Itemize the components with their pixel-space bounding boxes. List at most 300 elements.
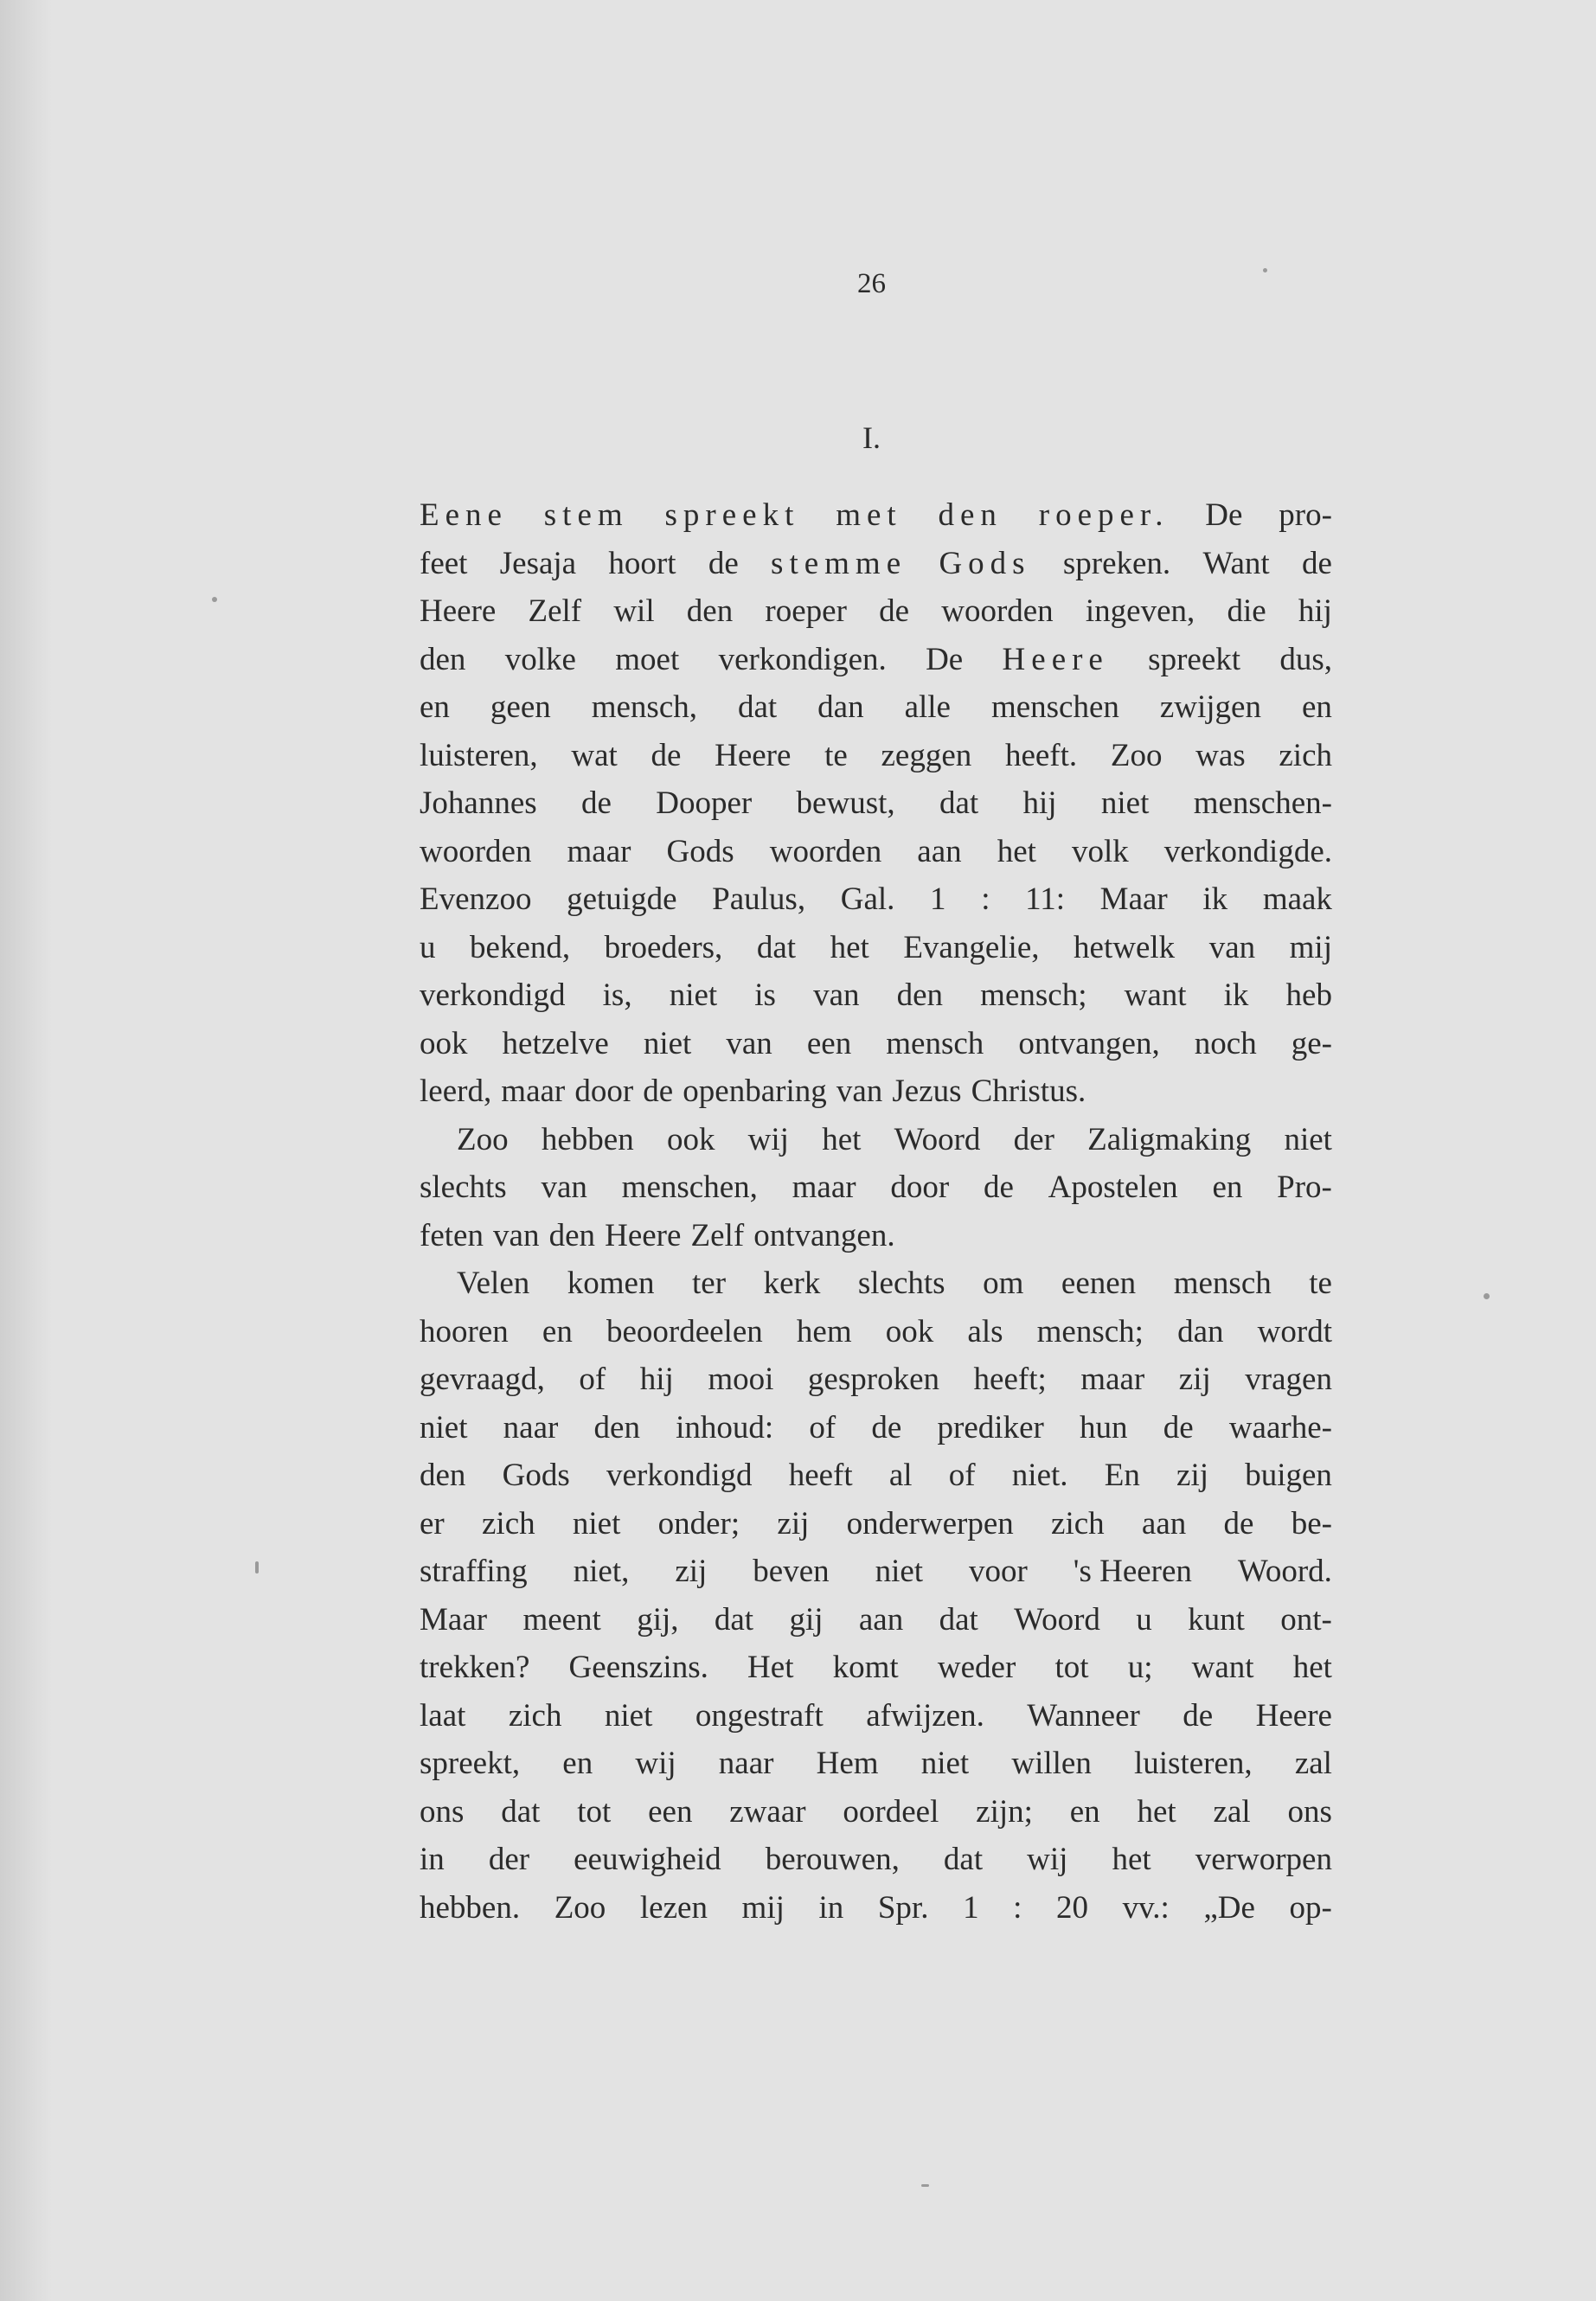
scan-speck — [212, 597, 217, 602]
text-line — [420, 1788, 1332, 1836]
word: met — [836, 497, 902, 533]
word: en — [562, 1746, 593, 1781]
word: alle — [904, 689, 951, 725]
word: Gods — [939, 545, 1031, 581]
word: het — [1112, 1842, 1151, 1877]
word: de — [1163, 1409, 1194, 1445]
word: niet — [920, 1746, 970, 1781]
word: : — [1013, 1889, 1022, 1926]
word: De — [1205, 497, 1243, 533]
word: Heere — [1002, 641, 1109, 677]
word: Christus. — [971, 1074, 1086, 1109]
word: hooren — [420, 1313, 509, 1349]
word: niet. — [1011, 1458, 1068, 1493]
word: de — [1301, 545, 1332, 581]
word: van — [1208, 929, 1256, 965]
word: spreekt — [1148, 641, 1241, 677]
word: dat — [939, 1601, 978, 1638]
word: mij — [741, 1889, 785, 1926]
text-line — [420, 1596, 1332, 1644]
word: hij — [1298, 593, 1332, 629]
word: dus, — [1279, 641, 1332, 677]
word: al — [888, 1458, 913, 1493]
word: Pro- — [1277, 1170, 1332, 1205]
word: door — [574, 1074, 634, 1109]
word: tot — [577, 1793, 612, 1830]
word: berouwen, — [765, 1842, 900, 1877]
word: woorden — [420, 833, 532, 869]
word: Maar — [420, 1601, 488, 1638]
word: niet — [1100, 785, 1150, 821]
word: straffing — [420, 1554, 528, 1589]
word: woorden — [941, 593, 1054, 629]
word: Evangelie, — [903, 929, 1040, 965]
word: gevraagd, — [420, 1362, 545, 1397]
word: moet — [615, 641, 680, 677]
word: want — [1124, 977, 1187, 1013]
word: ik — [1202, 881, 1228, 917]
word: den — [420, 641, 466, 677]
word: prediker — [937, 1409, 1044, 1445]
word: hij — [1022, 785, 1057, 821]
scan-speck — [1484, 1293, 1490, 1299]
word: Zoo — [457, 1121, 509, 1157]
word: aan — [917, 833, 962, 869]
word: u; — [1127, 1650, 1153, 1685]
word: niet — [669, 977, 718, 1013]
word: trekken? — [420, 1650, 530, 1685]
word: roeper. — [1038, 497, 1170, 533]
word: heeft; — [973, 1362, 1047, 1397]
word: naar — [503, 1409, 559, 1445]
word: komt — [832, 1650, 899, 1685]
word: Johannes — [420, 785, 537, 821]
word: De — [926, 641, 964, 677]
section-heading: I. — [862, 420, 881, 455]
word: mensch — [1173, 1266, 1272, 1301]
text-line — [420, 1548, 1332, 1596]
word: zal — [1213, 1793, 1251, 1830]
word: Dooper — [656, 785, 753, 821]
text-line — [420, 587, 1332, 636]
word: hetzelve — [502, 1025, 609, 1061]
word: maar — [501, 1074, 566, 1109]
word: Maar — [1099, 881, 1168, 917]
word: wil — [613, 593, 655, 629]
word: ingeven, — [1085, 593, 1195, 629]
text-line — [420, 924, 1332, 972]
word: hem — [796, 1313, 852, 1349]
word: Apostelen — [1048, 1170, 1178, 1205]
word: heeft — [788, 1458, 853, 1493]
page-number: 26 — [857, 268, 886, 299]
word: onder; — [657, 1505, 740, 1541]
word: de — [879, 593, 910, 629]
word: inhoud: — [676, 1409, 774, 1445]
word: geen — [490, 689, 551, 725]
word: bekend, — [470, 929, 571, 965]
word: vragen — [1245, 1362, 1332, 1397]
text-line — [420, 1884, 1332, 1932]
word: dan — [1177, 1313, 1224, 1349]
word: wat — [571, 737, 618, 773]
word: 1 — [930, 881, 946, 917]
text-line — [420, 1212, 1332, 1260]
word: Heere — [715, 737, 792, 773]
word: pro- — [1279, 497, 1332, 533]
word: de — [643, 1074, 674, 1109]
word: Gal. — [840, 881, 895, 917]
word: waarhe- — [1228, 1409, 1332, 1445]
word: spreekt, — [420, 1746, 521, 1781]
word: menschen- — [1193, 785, 1332, 821]
page-edge-shadow — [0, 0, 52, 2301]
word: als — [967, 1313, 1003, 1349]
word: den — [938, 497, 1003, 533]
word: de — [651, 737, 682, 773]
word: ge- — [1291, 1025, 1332, 1061]
word: 's Heeren — [1073, 1554, 1192, 1589]
word: zwijgen — [1159, 689, 1261, 725]
text-line — [420, 1644, 1332, 1692]
word: mooi — [708, 1362, 774, 1397]
word: maak — [1262, 881, 1332, 917]
word: beoordeelen — [606, 1313, 763, 1349]
word: Woord — [1014, 1601, 1100, 1638]
word: meent — [522, 1601, 601, 1638]
word: zeggen — [881, 737, 972, 773]
text-line — [420, 1740, 1332, 1788]
word: niet — [643, 1025, 692, 1061]
text-line — [420, 491, 1332, 540]
word: Zaligmaking — [1087, 1121, 1252, 1157]
word: een — [806, 1025, 852, 1061]
word: of — [579, 1362, 606, 1397]
word: wordt — [1257, 1313, 1332, 1349]
body-text — [420, 491, 1332, 1932]
word: het — [822, 1121, 862, 1157]
word: niet — [420, 1409, 468, 1445]
text-line — [420, 1452, 1332, 1500]
word: de — [1223, 1505, 1254, 1541]
word: mensch, — [591, 689, 698, 725]
word: spreken. — [1062, 545, 1171, 581]
word: Wanneer — [1027, 1697, 1140, 1734]
text-line — [420, 1836, 1332, 1884]
word: want — [1191, 1650, 1254, 1685]
word: „De — [1203, 1889, 1255, 1926]
word: Spr. — [877, 1889, 929, 1926]
word: 11: — [1025, 881, 1066, 917]
word: van — [726, 1025, 772, 1061]
word: broeders, — [604, 929, 723, 965]
word: heeft. — [1004, 737, 1078, 773]
word: verkondigen. — [718, 641, 887, 677]
word: Evenzoo — [420, 881, 532, 917]
word: om — [983, 1266, 1024, 1301]
word: slechts — [420, 1170, 507, 1205]
word: volke — [504, 641, 576, 677]
word: voor — [969, 1554, 1028, 1589]
word: eeuwigheid — [574, 1842, 721, 1877]
word: der — [488, 1842, 530, 1877]
word: den — [420, 1458, 466, 1493]
word: den — [548, 1217, 596, 1253]
word: mensch; — [1036, 1313, 1144, 1349]
word: noch — [1194, 1025, 1257, 1061]
word: hebben — [541, 1121, 634, 1157]
text-line — [420, 1163, 1332, 1212]
word: bewust, — [796, 785, 895, 821]
word: gesproken — [807, 1362, 939, 1397]
word: mensch — [886, 1025, 984, 1061]
word: van — [813, 977, 860, 1013]
word: het — [1292, 1650, 1332, 1685]
text-line — [420, 1692, 1332, 1740]
word: Het — [747, 1650, 794, 1685]
word: niet — [875, 1554, 924, 1589]
word: zich — [1279, 737, 1332, 773]
word: stemme — [771, 545, 907, 581]
word: zich — [1051, 1505, 1105, 1541]
word: en — [420, 689, 450, 725]
text-line — [420, 683, 1332, 732]
word: Jezus — [892, 1074, 962, 1109]
word: is, — [602, 977, 632, 1013]
word: ons — [420, 1793, 465, 1830]
word: volk — [1071, 833, 1129, 869]
word: weder — [937, 1650, 1016, 1685]
word: hij — [639, 1362, 674, 1397]
word: feten — [420, 1217, 484, 1253]
word: van — [836, 1074, 883, 1109]
word: luisteren, — [420, 737, 538, 773]
word: be- — [1291, 1505, 1332, 1541]
word: luisteren, — [1134, 1746, 1253, 1781]
word: die — [1227, 593, 1266, 629]
word: zijn; — [976, 1793, 1033, 1830]
word: spreekt — [664, 497, 800, 533]
word: de — [983, 1170, 1014, 1205]
word: Zoo — [554, 1889, 606, 1926]
word: Geenszins. — [568, 1650, 708, 1685]
text-line — [420, 779, 1332, 828]
word: verkondigde. — [1163, 833, 1332, 869]
word: wij — [635, 1746, 676, 1781]
word: mij — [1289, 929, 1332, 965]
word: dat — [943, 1842, 984, 1877]
word: dat — [501, 1793, 541, 1830]
word: den — [896, 977, 944, 1013]
word: ontvangen. — [753, 1217, 895, 1253]
word: Gods — [502, 1458, 570, 1493]
word: maar — [792, 1170, 856, 1205]
word: Heere — [420, 593, 497, 629]
word: heb — [1285, 977, 1332, 1013]
word: ook — [885, 1313, 934, 1349]
word: Hem — [816, 1746, 879, 1781]
word: eenen — [1061, 1266, 1137, 1301]
word: Zelf — [690, 1217, 745, 1253]
word: vv.: — [1122, 1889, 1170, 1926]
word: den — [686, 593, 734, 629]
word: woorden — [769, 833, 882, 869]
word: te — [1309, 1266, 1332, 1301]
word: tot — [1054, 1650, 1089, 1685]
word: Want — [1202, 545, 1270, 581]
word: op- — [1289, 1889, 1332, 1926]
word: menschen — [990, 689, 1119, 725]
word: dat — [737, 689, 778, 725]
word: afwijzen. — [866, 1697, 984, 1734]
word: zij — [675, 1554, 708, 1589]
word: niet, — [573, 1554, 630, 1589]
word: der — [1013, 1121, 1054, 1157]
word: maar — [1080, 1362, 1145, 1397]
word: ook — [420, 1025, 468, 1061]
word: Woord — [894, 1121, 981, 1157]
word: was — [1195, 737, 1246, 773]
word: kerk — [763, 1266, 821, 1301]
word: is — [754, 977, 776, 1013]
scan-speck — [921, 2184, 929, 2187]
word: zij — [777, 1505, 810, 1541]
word: hun — [1080, 1409, 1128, 1445]
word: zwaar — [729, 1793, 806, 1830]
word: zich — [508, 1697, 562, 1734]
scan-speck — [1263, 268, 1267, 272]
word: in — [420, 1842, 445, 1877]
word: leerd, — [420, 1074, 492, 1109]
word: een — [648, 1793, 693, 1830]
word: Woord. — [1237, 1554, 1332, 1589]
word: gij — [789, 1601, 824, 1638]
word: feet — [420, 545, 468, 581]
word: de — [871, 1409, 902, 1445]
word: niet — [604, 1697, 653, 1734]
word: getuigde — [567, 881, 677, 917]
word: dat — [714, 1601, 754, 1638]
text-line — [420, 875, 1332, 924]
word: Heere — [605, 1217, 682, 1253]
word: openbaring — [683, 1074, 827, 1109]
word: de — [580, 785, 612, 821]
word: en — [1212, 1170, 1243, 1205]
text-line — [420, 1020, 1332, 1068]
word: ongestraft — [695, 1697, 824, 1734]
word: onderwerpen — [846, 1505, 1014, 1541]
word: ont- — [1280, 1601, 1332, 1638]
word: ook — [666, 1121, 715, 1157]
text-line — [420, 1067, 1332, 1116]
word: door — [890, 1170, 950, 1205]
word: ik — [1223, 977, 1249, 1013]
word: kunt — [1188, 1601, 1245, 1638]
word: komen — [567, 1266, 655, 1301]
word: Heere — [1255, 1697, 1332, 1734]
word: maar — [567, 833, 631, 869]
word: laat — [420, 1697, 466, 1734]
word: en — [1069, 1793, 1100, 1830]
word: roeper — [765, 593, 847, 629]
word: hoort — [608, 545, 676, 581]
word: buigen — [1245, 1458, 1332, 1493]
text-line — [420, 540, 1332, 588]
word: verworpen — [1195, 1842, 1332, 1877]
word: het — [997, 833, 1036, 869]
word: Gods — [666, 833, 734, 869]
word: Zelf — [528, 593, 582, 629]
word: hebben. — [420, 1889, 521, 1926]
word: de — [1183, 1697, 1214, 1734]
word: stem — [543, 497, 629, 533]
word: den — [593, 1409, 640, 1445]
word: of — [809, 1409, 836, 1445]
text-line — [420, 1404, 1332, 1452]
word: beven — [753, 1554, 830, 1589]
word: aan — [1141, 1505, 1187, 1541]
scan-speck — [255, 1561, 259, 1574]
word: 1 — [963, 1889, 979, 1926]
word: dan — [817, 689, 864, 725]
word: te — [824, 737, 848, 773]
word: ter — [692, 1266, 727, 1301]
text-line — [420, 1308, 1332, 1356]
word: Zoo — [1110, 737, 1163, 773]
word: willen — [1011, 1746, 1092, 1781]
word: menschen, — [621, 1170, 758, 1205]
word: lezen — [639, 1889, 708, 1926]
word: aan — [858, 1601, 904, 1638]
text-line — [420, 971, 1332, 1020]
word: dat — [939, 785, 979, 821]
word: mensch; — [980, 977, 1087, 1013]
word: dat — [756, 929, 797, 965]
word: zal — [1294, 1746, 1332, 1781]
word: of — [948, 1458, 976, 1493]
word: van — [493, 1217, 540, 1253]
word: het — [1137, 1793, 1176, 1830]
word: ons — [1287, 1793, 1332, 1830]
text-line — [420, 1356, 1332, 1404]
word: u — [1136, 1601, 1152, 1638]
word: zij — [1176, 1458, 1209, 1493]
text-line — [420, 1259, 1332, 1308]
word: Eene — [420, 497, 508, 533]
text-line — [420, 636, 1332, 684]
word: Velen — [457, 1266, 530, 1301]
word: u — [420, 929, 436, 965]
text-line — [420, 1116, 1332, 1164]
word: slechts — [857, 1266, 945, 1301]
word: niet — [1284, 1121, 1332, 1157]
word: Paulus, — [712, 881, 806, 917]
word: in — [818, 1889, 844, 1926]
word: verkondigd — [606, 1458, 753, 1493]
text-line — [420, 732, 1332, 780]
word: wij — [1027, 1842, 1068, 1877]
word: van — [541, 1170, 587, 1205]
word: naar — [718, 1746, 774, 1781]
word: gij, — [637, 1601, 679, 1638]
word: er — [420, 1505, 445, 1541]
text-line — [420, 1500, 1332, 1548]
word: zich — [482, 1505, 535, 1541]
text-line — [420, 828, 1332, 876]
word: het — [830, 929, 869, 965]
word: hetwelk — [1074, 929, 1176, 965]
word: ontvangen, — [1018, 1025, 1160, 1061]
